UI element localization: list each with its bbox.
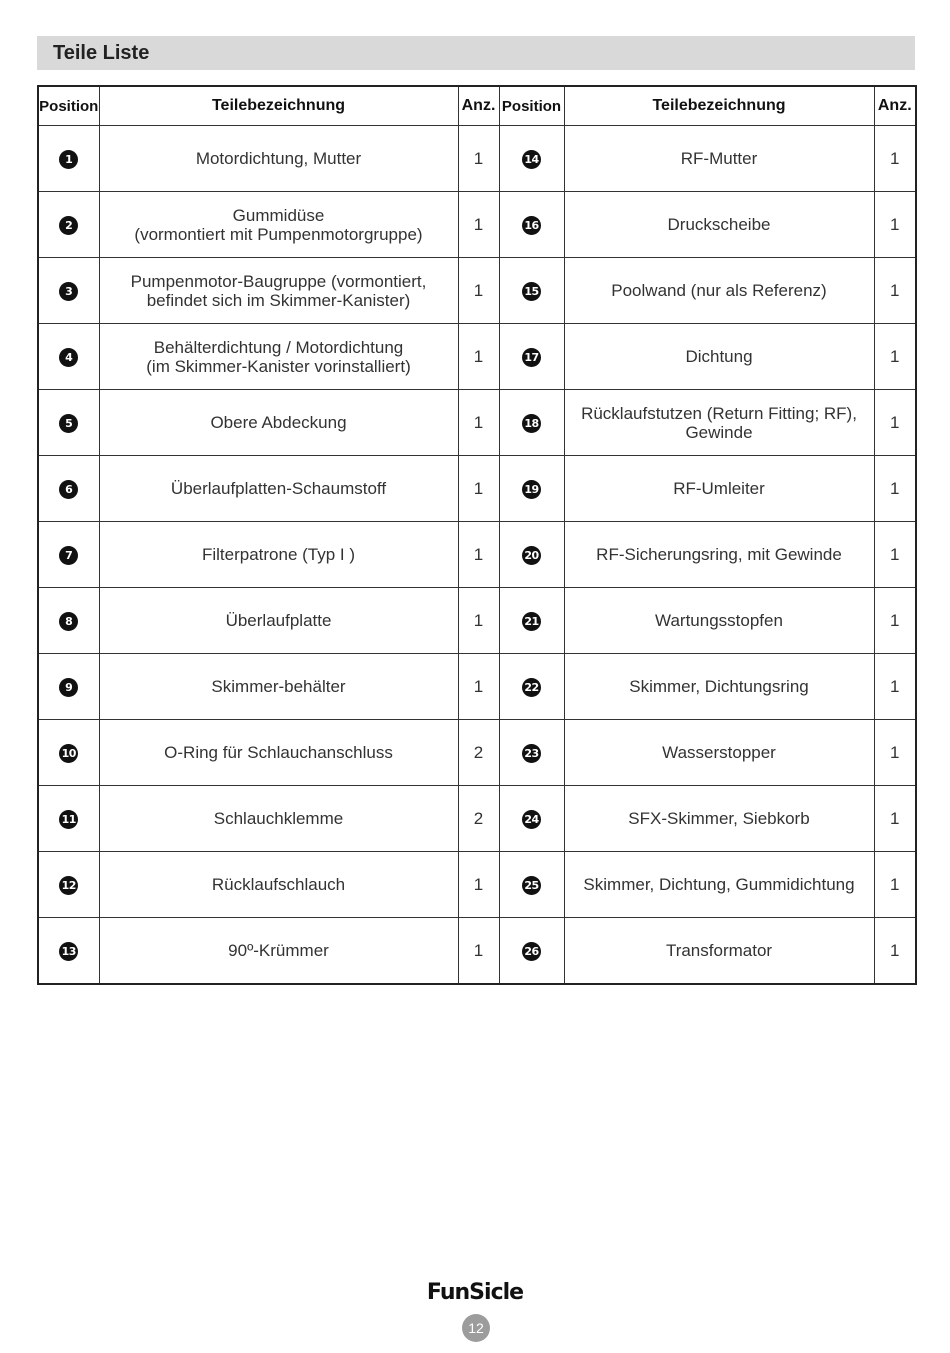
quantity-cell-left: 1 bbox=[458, 522, 499, 588]
table-row bbox=[38, 522, 916, 588]
position-cell-left bbox=[38, 456, 99, 522]
position-number-badge: 12 bbox=[59, 876, 78, 895]
position-cell-right bbox=[499, 786, 564, 852]
position-cell-left bbox=[38, 588, 99, 654]
position-number-badge: 18 bbox=[522, 414, 541, 433]
position-number-badge: 20 bbox=[522, 546, 541, 565]
position-cell-left bbox=[38, 258, 99, 324]
part-name-cell-left: Rücklaufschlauch bbox=[99, 852, 458, 918]
position-cell-left bbox=[38, 852, 99, 918]
part-name-cell-right: RF-Sicherungsring, mit Gewinde bbox=[564, 522, 874, 588]
quantity-cell-left: 1 bbox=[458, 390, 499, 456]
quantity-cell-left: 2 bbox=[458, 720, 499, 786]
position-cell-right bbox=[499, 258, 564, 324]
footer bbox=[0, 1280, 950, 1305]
position-number-badge: 5 bbox=[59, 414, 78, 433]
page-number-badge: 12 bbox=[462, 1314, 490, 1342]
position-number-badge: 2 bbox=[59, 216, 78, 235]
part-name-cell-right: Transformator bbox=[564, 918, 874, 985]
position-cell-left bbox=[38, 522, 99, 588]
header-qty-left: Anz. bbox=[458, 86, 499, 126]
position-cell-right bbox=[499, 852, 564, 918]
part-name-cell-left: Obere Abdeckung bbox=[99, 390, 458, 456]
quantity-cell-right: 1 bbox=[874, 852, 916, 918]
position-cell-left bbox=[38, 192, 99, 258]
quantity-cell-left: 1 bbox=[458, 852, 499, 918]
part-name-cell-right: Poolwand (nur als Referenz) bbox=[564, 258, 874, 324]
part-name-cell-left: Überlaufplatte bbox=[99, 588, 458, 654]
table-row bbox=[38, 654, 916, 720]
position-cell-right bbox=[499, 720, 564, 786]
quantity-cell-left: 1 bbox=[458, 192, 499, 258]
position-number-badge: 24 bbox=[522, 810, 541, 829]
section-title: Teile Liste bbox=[53, 41, 150, 64]
table-row bbox=[38, 720, 916, 786]
quantity-cell-right: 1 bbox=[874, 324, 916, 390]
section-title-bar bbox=[37, 36, 915, 70]
position-number-badge: 26 bbox=[522, 942, 541, 961]
part-name-cell-left: Skimmer-behälter bbox=[99, 654, 458, 720]
part-name-cell-right: SFX-Skimmer, Siebkorb bbox=[564, 786, 874, 852]
part-name-cell-right: RF-Umleiter bbox=[564, 456, 874, 522]
position-cell-right bbox=[499, 654, 564, 720]
part-name-cell-left: Überlaufplatten-Schaumstoff bbox=[99, 456, 458, 522]
table-row bbox=[38, 918, 916, 985]
position-cell-right bbox=[499, 522, 564, 588]
quantity-cell-right: 1 bbox=[874, 192, 916, 258]
position-number-badge: 15 bbox=[522, 282, 541, 301]
part-name-cell-right: RF-Mutter bbox=[564, 126, 874, 192]
position-number-badge: 3 bbox=[59, 282, 78, 301]
part-name-cell-left: Schlauchklemme bbox=[99, 786, 458, 852]
part-name-cell-left: 90º-Krümmer bbox=[99, 918, 458, 985]
position-number-badge: 22 bbox=[522, 678, 541, 697]
position-cell-right bbox=[499, 126, 564, 192]
quantity-cell-left: 2 bbox=[458, 786, 499, 852]
table-row bbox=[38, 588, 916, 654]
position-number-badge: 10 bbox=[59, 744, 78, 763]
position-number-badge: 1 bbox=[59, 150, 78, 169]
quantity-cell-right: 1 bbox=[874, 786, 916, 852]
quantity-cell-left: 1 bbox=[458, 456, 499, 522]
header-qty-right: Anz. bbox=[874, 86, 916, 126]
position-number-badge: 19 bbox=[522, 480, 541, 499]
part-name-cell-left: Pumpenmotor-Baugruppe (vormontiert, befindet sich im Skimmer-Kanister) bbox=[99, 258, 458, 324]
position-cell-right bbox=[499, 192, 564, 258]
position-cell-left bbox=[38, 324, 99, 390]
quantity-cell-right: 1 bbox=[874, 390, 916, 456]
part-name-cell-right: Druckscheibe bbox=[564, 192, 874, 258]
parts-table-body bbox=[38, 126, 916, 985]
quantity-cell-left: 1 bbox=[458, 324, 499, 390]
table-header-row bbox=[38, 86, 916, 126]
quantity-cell-right: 1 bbox=[874, 258, 916, 324]
part-name-cell-right: Skimmer, Dichtung, Gummidichtung bbox=[564, 852, 874, 918]
position-cell-left bbox=[38, 654, 99, 720]
position-number-badge: 17 bbox=[522, 348, 541, 367]
table-row bbox=[38, 126, 916, 192]
part-name-cell-right: Rücklaufstutzen (Return Fitting; RF), Gewinde bbox=[564, 390, 874, 456]
part-name-cell-right: Wasserstopper bbox=[564, 720, 874, 786]
table-row bbox=[38, 786, 916, 852]
position-cell-right bbox=[499, 588, 564, 654]
position-cell-left bbox=[38, 126, 99, 192]
position-number-badge: 13 bbox=[59, 942, 78, 961]
position-number-badge: 23 bbox=[522, 744, 541, 763]
quantity-cell-left: 1 bbox=[458, 654, 499, 720]
position-cell-right bbox=[499, 456, 564, 522]
table-row bbox=[38, 324, 916, 390]
table-row bbox=[38, 258, 916, 324]
quantity-cell-right: 1 bbox=[874, 918, 916, 985]
position-number-badge: 21 bbox=[522, 612, 541, 631]
table-row bbox=[38, 852, 916, 918]
table-row bbox=[38, 456, 916, 522]
header-position-left: Position bbox=[38, 86, 99, 126]
part-name-cell-left: O-Ring für Schlauchanschluss bbox=[99, 720, 458, 786]
position-cell-left bbox=[38, 786, 99, 852]
quantity-cell-right: 1 bbox=[874, 720, 916, 786]
position-number-badge: 16 bbox=[522, 216, 541, 235]
quantity-cell-left: 1 bbox=[458, 588, 499, 654]
position-number-badge: 7 bbox=[59, 546, 78, 565]
position-number-badge: 25 bbox=[522, 876, 541, 895]
quantity-cell-right: 1 bbox=[874, 456, 916, 522]
quantity-cell-right: 1 bbox=[874, 654, 916, 720]
table-row bbox=[38, 192, 916, 258]
quantity-cell-left: 1 bbox=[458, 918, 499, 985]
position-cell-right bbox=[499, 918, 564, 985]
position-cell-right bbox=[499, 324, 564, 390]
position-cell-right bbox=[499, 390, 564, 456]
table-row bbox=[38, 390, 916, 456]
position-number-badge: 8 bbox=[59, 612, 78, 631]
quantity-cell-right: 1 bbox=[874, 588, 916, 654]
part-name-cell-left: Filterpatrone (Typ I ) bbox=[99, 522, 458, 588]
quantity-cell-right: 1 bbox=[874, 126, 916, 192]
position-number-badge: 4 bbox=[59, 348, 78, 367]
position-cell-left bbox=[38, 390, 99, 456]
part-name-cell-left: Gummidüse (vormontiert mit Pumpenmotorgruppe) bbox=[99, 192, 458, 258]
position-number-badge: 6 bbox=[59, 480, 78, 499]
brand-logo: FunSicle bbox=[426, 1280, 524, 1305]
position-number-badge: 9 bbox=[59, 678, 78, 697]
part-name-cell-right: Dichtung bbox=[564, 324, 874, 390]
quantity-cell-left: 1 bbox=[458, 258, 499, 324]
header-position-right: Position bbox=[499, 86, 564, 126]
quantity-cell-right: 1 bbox=[874, 522, 916, 588]
position-number-badge: 14 bbox=[522, 150, 541, 169]
parts-table bbox=[37, 85, 917, 985]
position-cell-left bbox=[38, 918, 99, 985]
position-cell-left bbox=[38, 720, 99, 786]
part-name-cell-right: Wartungsstopfen bbox=[564, 588, 874, 654]
header-name-right: Teilebezeichnung bbox=[564, 86, 874, 126]
part-name-cell-left: Motordichtung, Mutter bbox=[99, 126, 458, 192]
part-name-cell-right: Skimmer, Dichtungsring bbox=[564, 654, 874, 720]
quantity-cell-left: 1 bbox=[458, 126, 499, 192]
header-name-left: Teilebezeichnung bbox=[99, 86, 458, 126]
part-name-cell-left: Behälterdichtung / Motordichtung (im Skimmer-Kanister vorinstalliert) bbox=[99, 324, 458, 390]
position-number-badge: 11 bbox=[59, 810, 78, 829]
